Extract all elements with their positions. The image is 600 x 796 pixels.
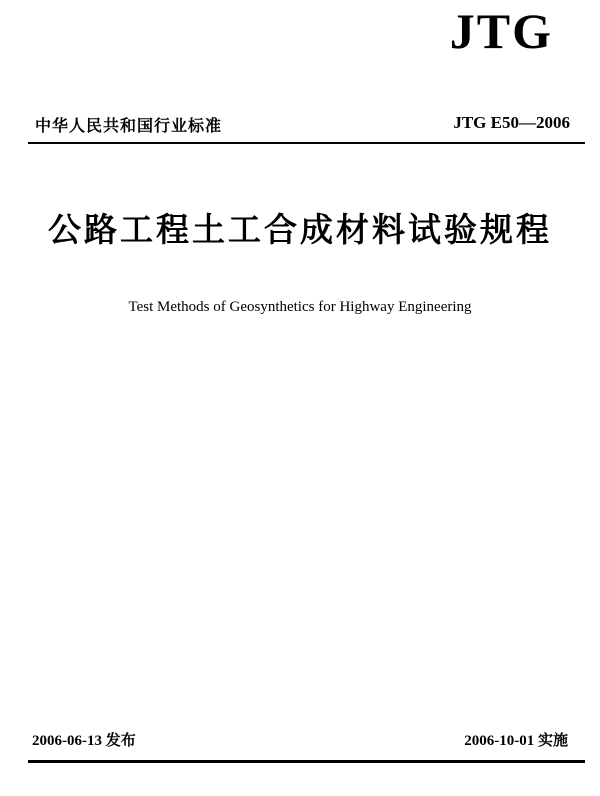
effective-date: 2006-10-01 实施 bbox=[464, 733, 568, 749]
document-title-chinese: 公路工程土工合成材料试验规程 bbox=[48, 210, 552, 249]
document-title-english: Test Methods of Geosynthetics for Highway Engineering bbox=[128, 299, 472, 315]
bottom-divider bbox=[28, 760, 585, 763]
standard-category: 中华人民共和国行业标准 bbox=[35, 116, 223, 135]
issue-date: 2006-06-13 发布 bbox=[32, 733, 136, 749]
jtg-logo-text: JTG bbox=[449, 3, 553, 59]
standard-number: JTG E50—2006 bbox=[453, 113, 570, 132]
top-divider bbox=[28, 142, 585, 144]
